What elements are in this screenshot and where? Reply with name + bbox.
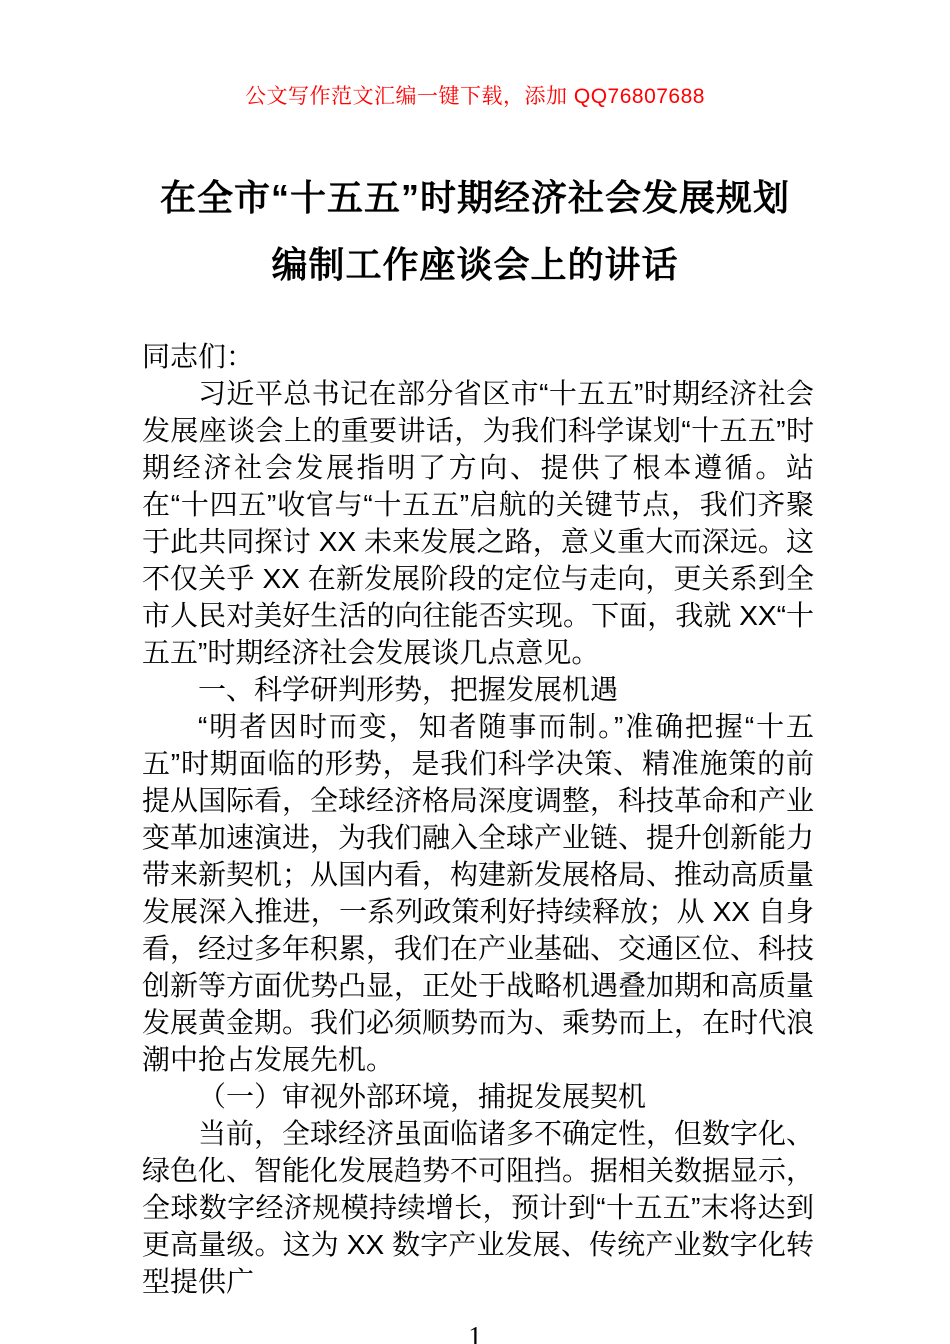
page-number: 1 xyxy=(468,1321,482,1344)
document-title-line2: 编制工作座谈会上的讲话 xyxy=(271,244,679,285)
subsection-heading-1: （一）审视外部环境，捕捉发展契机 xyxy=(198,1081,647,1112)
paragraph-intro: 习近平总书记在部分省区市“十五五”时期经济社会发展座谈会上的重要讲话，为我们科学谋划“十五五”时期经济社会发展指明了方向、提供了根本遵循。站在“十四五”收官与“十五五”启航的关键节点，我们齐聚于此共同探讨 XX 未来发展之路，意义重大而深远。这不仅关乎 XX 在新发展阶段的定位与走向，更关系到全市人民对美好生活的向往能否实现。下面，我就 XX“十五五”时期经济社会发展谈几点意见。 xyxy=(142,378,814,668)
header-notice: 公文写作范文汇编一键下载，添加 QQ76807688 xyxy=(245,85,705,108)
document-title xyxy=(0,164,950,298)
section-heading-1: 一、科学研判形势，把握发展机遇 xyxy=(198,674,619,705)
salutation: 同志们： xyxy=(142,341,255,372)
paragraph-situation: “明者因时而变，知者随事而制。”准确把握“十五五”时期面临的形势，是我们科学决策、精准施策的前提从国际看，全球经济格局深度调整，科技革命和产业变革加速演进，为我们融入全球产业链、提升创新能力带来新契机；从国内看，构建新发展格局、推动高质量发展深入推进，一系列政策利好持续释放；从 XX 自身看，经过多年积累，我们在产业基础、交通区位、科技创新等方面优势凸显，正处于战略机遇叠加期和高质量发展黄金期。我们必须顺势而为、乘势而上，在时代浪潮中抢占发展先机。 xyxy=(142,711,815,1075)
document-title-line1: 在全市“十五五”时期经济社会发展规划 xyxy=(159,177,790,218)
paragraph-external-environment: 当前，全球经济虽面临诸多不确定性，但数字化、绿色化、智能化发展趋势不可阻挡。据相关数据显示，全球数字经济规模持续增长，预计到“十五五”末将达到更高量级。这为 XX 数字产业发展、传统产业数字化转型提供广 xyxy=(142,1118,815,1297)
document-body xyxy=(142,338,814,1300)
